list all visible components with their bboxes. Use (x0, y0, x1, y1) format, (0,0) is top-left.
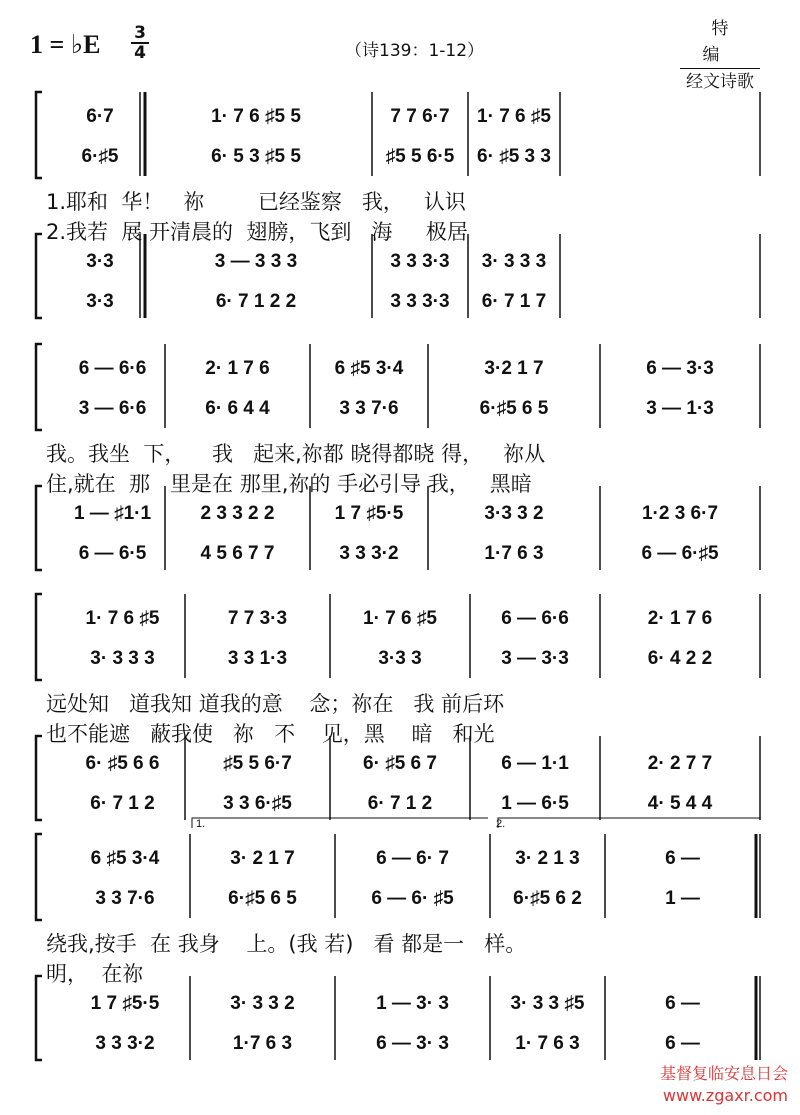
measure-s-notes: 3· 2 1 3 (515, 848, 580, 869)
measure-t-notes: 1 — ♯1·1 (73, 503, 152, 524)
arranger-line2: 经文诗歌 (686, 72, 754, 92)
measure-a-notes: 6 — 6· ♯5 (371, 888, 454, 909)
measure-a-notes: 6· 5 3 ♯5 5 (211, 146, 301, 167)
measure-t-notes: 3· 3 3 3 (481, 251, 547, 272)
volta-label: 1. (196, 818, 206, 830)
measure-t-notes: 2· 2 7 7 (647, 753, 713, 774)
measure-a-notes: 6·♯5 6 5 (479, 398, 549, 419)
measure-t-notes: 3·3 (86, 251, 114, 272)
measure-b-notes: 6· 7 1 2 2 (215, 291, 297, 312)
measure-a-notes: 6·♯5 (81, 146, 119, 167)
measure-t-notes: 6 — 1·1 (501, 753, 569, 774)
measure-t-notes: 3 3 3·3 (390, 251, 450, 272)
measure-s-notes: 6 ♯5 3·4 (90, 848, 160, 869)
measure-s-notes: 6 ♯5 3·4 (334, 358, 404, 379)
watermark-url: www.zgaxr.com (662, 1086, 788, 1105)
measure-s-notes: 1· 7 6 ♯5 (85, 608, 160, 629)
measure-t-notes: 6· ♯5 6 6 (85, 753, 160, 774)
lyric-line-2: 明， 在祢 (46, 962, 144, 986)
measure-b-notes: 6· 7 1 2 (90, 793, 155, 814)
measure-b-notes: 4· 5 4 4 (647, 793, 713, 814)
measure-t-notes: 3· 3 3 ♯5 (510, 993, 585, 1014)
system-bracket (36, 976, 42, 1060)
measure-a-notes: 3· 3 3 3 (90, 648, 155, 669)
measure-a-notes: 6· 4 2 2 (647, 648, 713, 669)
measure-t-notes: 1 — 3· 3 (376, 993, 449, 1014)
volta-1 (192, 818, 488, 828)
measure-b-notes: 6· 7 1 7 (481, 291, 547, 312)
measure-b-notes: 1·7 6 3 (232, 1033, 293, 1054)
measure-s-notes: 3· 2 1 7 (230, 848, 295, 869)
system-bracket (36, 486, 42, 570)
measure-a-notes: 3 — 6·6 (78, 398, 147, 419)
measure-s-notes: 1· 7 6 ♯5 (477, 106, 551, 127)
measure-a-notes: 3·3 3 (378, 648, 422, 669)
measure-b-notes: 3·3 (86, 291, 114, 312)
measure-t-notes: 2 3 3 2 2 (200, 503, 275, 524)
measure-s-notes: 2· 1 7 6 (205, 358, 270, 379)
measure-t-notes: 1 7 ♯5·5 (90, 993, 160, 1014)
measure-b-notes: 3 3 6·♯5 (223, 793, 292, 814)
measure-a-notes: 3 3 7·6 (95, 888, 155, 909)
measure-b-notes: 3 3 3·2 (339, 543, 399, 564)
measure-b-notes: 6 — 3· 3 (376, 1033, 449, 1054)
lyric-line-1: 绕我,按手 在 我身 上。(我 若) 看 都是一 样。 (46, 932, 527, 956)
measure-a-notes: 6· ♯5 3 3 (477, 146, 551, 167)
key-signature: 1 = ♭E (30, 30, 101, 59)
measure-s-notes: 7 7 3·3 (227, 608, 288, 629)
measure-a-notes: 3 — 3·3 (501, 648, 569, 669)
measure-a-notes: 6· 6 4 4 (205, 398, 270, 419)
system-bracket (36, 834, 42, 920)
measure-b-notes: 1·7 6 3 (484, 543, 544, 564)
measure-t-notes: ♯5 5 6·7 (223, 753, 292, 774)
measure-a-notes: 6·♯5 6 5 (228, 888, 297, 909)
measure-a-notes: 6·♯5 6 2 (513, 888, 582, 909)
measure-b-notes: 6· 7 1 2 (367, 793, 433, 814)
measure-s-notes: 2· 1 7 6 (647, 608, 713, 629)
measure-a-notes: 1 — (665, 888, 700, 909)
measure-t-notes: 6 — (665, 993, 700, 1014)
measure-s-notes: 6 — 6· 7 (376, 848, 449, 869)
scripture-reference: （诗139：1-12） (345, 41, 485, 61)
measure-s-notes: 3·2 1 7 (484, 358, 544, 379)
measure-s-notes: 1· 7 6 ♯5 5 (211, 106, 301, 127)
measure-b-notes: 6 — 6·5 (78, 543, 147, 564)
measure-b-notes: 6 — 6·♯5 (641, 543, 719, 564)
measure-t-notes: 3· 3 3 2 (230, 993, 295, 1014)
measure-t-notes: 3·3 3 2 (484, 503, 544, 524)
measure-a-notes: 3 3 1·3 (227, 648, 288, 669)
measure-t-notes: 6· ♯5 6 7 (363, 753, 437, 774)
lyric-line-1: 远处知 道我知 道我的意 念；祢在 我 前后环 (46, 692, 505, 716)
measure-s-notes: 6 — 6·6 (78, 358, 147, 379)
system-bracket (36, 594, 42, 680)
measure-s-notes: 6 — 3·3 (646, 358, 714, 379)
lyric-line-2: 2.我若 展 开清晨的 翅膀，飞到 海 极居 (46, 220, 468, 244)
measure-b-notes: 3 3 3·2 (95, 1033, 155, 1054)
measure-t-notes: 3 — 3 3 3 (214, 251, 298, 272)
volta-label: 2. (496, 818, 506, 830)
meter-numerator: 3 (134, 23, 146, 43)
system-bracket (36, 234, 42, 318)
volta-2 (498, 818, 760, 828)
lyric-line-1: 1.耶和 华！ 祢 已经鉴察 我， 认识 (46, 190, 466, 214)
measure-b-notes: 4 5 6 7 7 (200, 543, 275, 564)
measure-s-notes: 6·7 (86, 106, 114, 127)
measure-b-notes: 3 3 3·3 (390, 291, 450, 312)
measure-a-notes: ♯5 5 6·5 (385, 146, 455, 167)
measure-s-notes: 6 — 6·6 (501, 608, 569, 629)
system-bracket (36, 736, 42, 820)
measure-a-notes: 3 — 1·3 (646, 398, 714, 419)
measure-b-notes: 6 — (665, 1033, 700, 1054)
lyric-line-2: 也不能遮 蔽我使 祢 不 见，黑 暗 和光 (46, 722, 495, 746)
lyric-line-1: 我。我坐 下， 我 起来,祢都 晓得都晓 得， 祢从 (46, 442, 546, 466)
measure-a-notes: 3 3 7·6 (339, 398, 399, 419)
measure-s-notes: 7 7 6·7 (390, 106, 450, 127)
measure-b-notes: 1· 7 6 3 (515, 1033, 580, 1054)
meter-denominator: 4 (134, 43, 146, 63)
system-bracket (36, 344, 42, 430)
measure-s-notes: 1· 7 6 ♯5 (363, 608, 437, 629)
measure-s-notes: 6 — (665, 848, 700, 869)
watermark-org: 基督复临安息日会 (659, 1064, 788, 1083)
measure-b-notes: 1 — 6·5 (501, 793, 569, 814)
lyric-line-2: 住,就在 那 里是在 那里,祢的 手必引导 我， 黑暗 (46, 472, 532, 496)
watermark (660, 1063, 788, 1107)
measure-t-notes: 1 7 ♯5·5 (334, 503, 404, 524)
arranger-line1: 特编 (680, 16, 760, 69)
measure-t-notes: 1·2 3 6·7 (641, 503, 719, 524)
system-bracket (36, 92, 42, 178)
